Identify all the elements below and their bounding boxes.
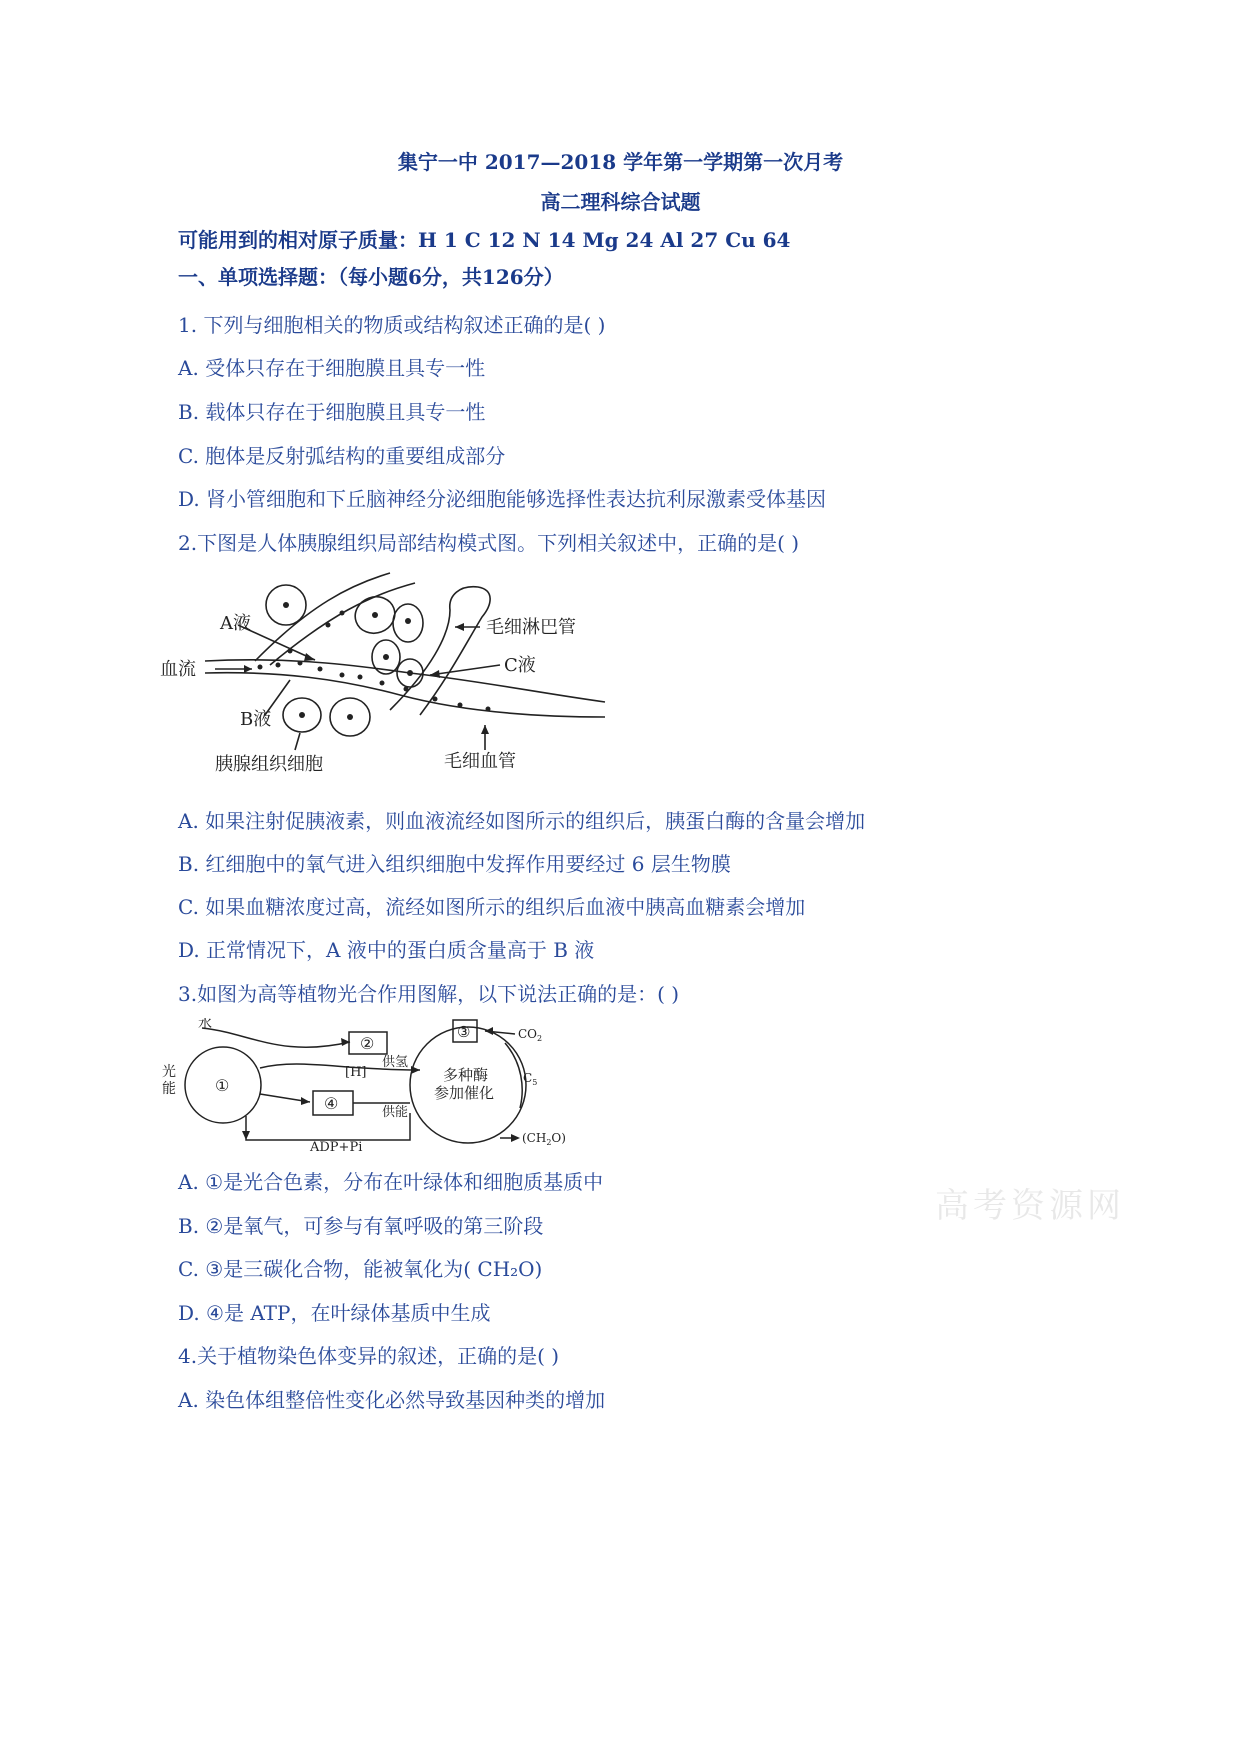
q3-option-a: A. ①是光合色素，分布在叶绿体和细胞质基质中: [178, 1170, 604, 1194]
label-light-2: 能: [162, 1081, 176, 1097]
label-box-2: ②: [360, 1034, 375, 1053]
label-box-4: ④: [324, 1094, 339, 1113]
q2-option-a: A. 如果注射促胰液素，则血液流经如图所示的组织后，胰蛋白酶的含量会增加: [178, 809, 866, 833]
label-ch2o: $(CH_2O)$: [522, 1131, 566, 1147]
label-light-1: 光: [162, 1064, 176, 1080]
exam-title: 集宁一中 2017—2018 学年第一学期第一次月考: [397, 150, 844, 174]
q3-option-d: D. ④是 ATP，在叶绿体基质中生成: [178, 1301, 491, 1325]
q2-option-d: D. 正常情况下，A 液中的蛋白质含量高于 B 液: [178, 938, 595, 962]
label-enzymes-1: 多种酶: [443, 1066, 489, 1084]
label-h: [H]: [345, 1065, 367, 1080]
label-box-3: ③: [457, 1023, 471, 1041]
label-enzymes-2: 参加催化: [434, 1084, 495, 1102]
q4-option-a: A. 染色体组整倍性变化必然导致基因种类的增加: [178, 1388, 606, 1412]
section-heading: 一、单项选择题：（每小题6分，共126分）: [178, 265, 564, 289]
q2-stem: 2.下图是人体胰腺组织局部结构模式图。下列相关叙述中，正确的是( ): [178, 531, 800, 555]
q2-option-c: C. 如果血糖浓度过高，流经如图所示的组织后血液中胰高血糖素会增加: [178, 895, 806, 919]
label-circle-1: ①: [215, 1076, 230, 1095]
q3-option-c: C. ③是三碳化合物，能被氧化为( CH₂O): [178, 1257, 543, 1281]
label-lymph-capillary: 毛细淋巴管: [486, 617, 576, 638]
label-pancreatic-cell: 胰腺组织细胞: [215, 754, 323, 775]
exam-subtitle: 高二理科综合试题: [540, 190, 701, 214]
pancreas-tissue-figure: [160, 565, 610, 790]
q3-stem: 3.如图为高等植物光合作用图解，以下说法正确的是：( ): [178, 982, 680, 1006]
label-blood-capillary: 毛细血管: [444, 751, 516, 772]
q1-stem: 1. 下列与细胞相关的物质或结构叙述正确的是( ): [178, 313, 606, 337]
q1-option-a: A. 受体只存在于细胞膜且具专一性: [178, 356, 486, 380]
label-a-fluid: A液: [220, 613, 251, 634]
watermark: 高考资源网: [935, 1186, 1125, 1226]
photosynthesis-figure: [160, 1018, 590, 1153]
q1-option-c: C. 胞体是反射弧结构的重要组成部分: [178, 444, 506, 468]
q3-option-b: B. ②是氧气，可参与有氧呼吸的第三阶段: [178, 1214, 544, 1238]
label-energy-supply: 供能: [382, 1105, 409, 1120]
label-blood-flow: 血流: [160, 659, 196, 680]
q4-stem: 4.关于植物染色体变异的叙述，正确的是( ): [178, 1344, 560, 1368]
atomic-masses: 可能用到的相对原子质量：H 1 C 12 N 14 Mg 24 Al 27 Cu 64: [178, 228, 791, 252]
label-c5: $C_5$: [523, 1071, 538, 1087]
q1-option-d: D. 肾小管细胞和下丘脑神经分泌细胞能够选择性表达抗利尿激素受体基因: [178, 487, 827, 511]
label-co2: $CO_2$: [518, 1027, 543, 1043]
label-water: 水: [198, 1018, 212, 1032]
q2-option-b: B. 红细胞中的氧气进入组织细胞中发挥作用要经过 6 层生物膜: [178, 852, 731, 876]
label-adp: ADP+Pi: [310, 1140, 363, 1153]
label-hydrogen-supply: 供氢: [382, 1055, 409, 1070]
q1-option-b: B. 载体只存在于细胞膜且具专一性: [178, 400, 486, 424]
label-b-fluid: B液: [240, 709, 272, 730]
label-c-fluid: C液: [504, 655, 536, 676]
